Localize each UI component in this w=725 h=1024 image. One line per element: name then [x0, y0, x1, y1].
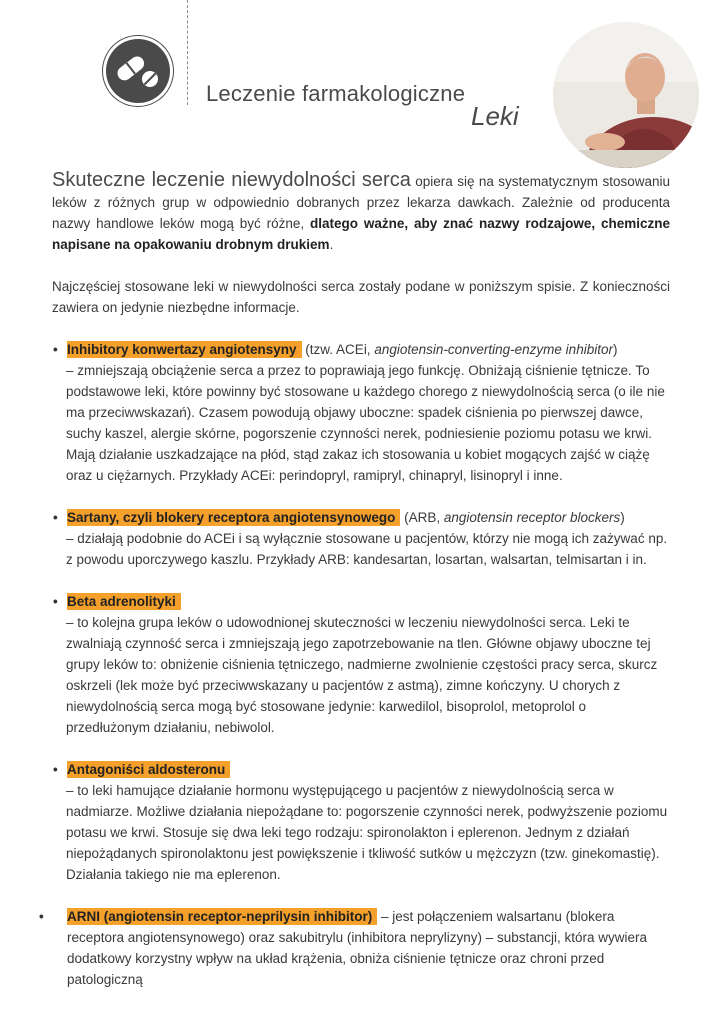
patient-photo	[553, 22, 699, 168]
drug-item-arb: • Sartany, czyli blokery receptora angiotensynowego (ARB, angiotensin receptor blockers) – działają podobnie do ACEi i są wyłącznie stosowane u pacjentów, którzy nie mogą ich zażywać np. z powodu uporczywego kaszlu. Przykłady ARB: kandesartan, losartan, walsartan, telmisartan i in.	[52, 507, 670, 570]
drug-heading: ARNI (angiotensin receptor-neprilysin inhibitor)	[67, 908, 377, 925]
intro-bold: dlatego ważne, aby znać nazwy rodzajowe, chemiczne napisane na opakowaniu drobnym drukiem	[52, 216, 670, 252]
drug-item-beta-blockers	[52, 591, 670, 738]
main-content	[39, 169, 670, 990]
drug-description: – zmniejszają obciążenie serca a przez to poprawiają jego funkcję. Obniżają ciśnienie tętnicze. To podstawowe leki, które powinny być stosowane u każdego chorego z niewydolnością serca (o ile nie ma przeciwwskazań). Czasem powodują objawy uboczne: spadek ciśnienia po pierwszej dawce, suchy kaszel, alergie skórne, pogorszenie czynności nerek, podniesienie poziomu potasu we krwi. Mają działanie uszkadzające na płód, stąd zakaz ich stosowania u kobiet mogących zajść w ciążę oraz u ciężarnych. Przykłady ACEi: perindopryl, ramipryl, chinapryl, lisinopryl i inne.	[66, 363, 665, 483]
intro-lead: Skuteczne leczenie niewydolności serca	[52, 169, 411, 191]
bullet-icon: •	[39, 909, 44, 924]
drug-heading: Sartany, czyli blokery receptora angiotensynowego	[67, 509, 400, 526]
pills-icon	[106, 39, 170, 103]
drug-description: – jest połączeniem walsartanu (blokera receptora angiotensynowego) oraz sakubitrylu (inhibitora neprylizyny) – substancji, która wywiera dodatkowy korzystny wpływ na układ krążenia, obniża ciśnienie tętnicze oraz chroni przed patologiczną	[67, 909, 648, 987]
bullet-icon: •	[53, 342, 58, 357]
intro-text-1: opiera się na systematycznym stosowaniu leków z różnych grup w odpowiednio dobranych przez lekarza dawkach. Zależnie od producenta nazwy handlowe leków mogą być różne,	[52, 174, 670, 231]
header-divider	[187, 0, 188, 105]
page-title: Leczenie farmakologiczne	[206, 81, 466, 106]
drug-item-arni	[39, 906, 670, 990]
bullet-icon: •	[53, 762, 58, 777]
intro-paragraph-2: Najczęściej stosowane leki w niewydolności serca zostały podane w poniższym spisie. Z konieczności zawiera on jedynie niezbędne informacje.	[52, 279, 670, 315]
drug-description: – to kolejna grupa leków o udowodnionej skuteczności w leczeniu niewydolności serca. Leki te zwalniają czynność serca i zmniejszają jego zapotrzebowanie na tlen. Główne objawy uboczne tej grupy leków to: obniżenie ciśnienia tętniczego, nadmierne zwolnienie częstości pracy serca, skurcz oskrzeli (lek może być przeciwwskazany u pacjentów z astmą), zimne kończyny. U chorych z niewydolnością serca mogą być stosowane jedynie: karwedilol, bisoprolol, metoprolol o przedłużonym działaniu, nebiwolol.	[66, 615, 658, 735]
drug-description: – to leki hamujące działanie hormonu występującego u pacjentów z niewydolnością serca w nadmiarze. Możliwe działania niepożądane to: pogorszenie czynności nerek, podwyższenie poziomu potasu we krwi. Stosuje się dwa leki tego rodzaju: spironolakton i eplerenon. Jednym z działań niepożądanych spironolaktonu jest powiększenie i tkliwość sutków u mężczyzn (tzw. ginekomastię). Działania takiego nie ma eplerenon.	[66, 783, 668, 882]
page-subtitle: Leki	[471, 101, 519, 131]
drug-heading: Antagoniści aldosteronu	[67, 761, 230, 778]
intro-paragraph	[52, 170, 670, 255]
drug-item-aldosterone-antagonists	[52, 759, 670, 885]
drug-description: – działają podobnie do ACEi i są wyłącznie stosowane u pacjentów, którzy nie mogą ich zażywać np. z powodu uporczywego kaszlu. Przykłady ARB: kandesartan, losartan, walsartan, telmisartan i in.	[66, 531, 668, 567]
drug-heading: Beta adrenolityki	[67, 593, 181, 610]
drug-item-acei: • Inhibitory konwertazy angiotensyny (tzw. ACEi, angiotensin-converting-enzyme inhibitor) – zmniejszają obciążenie serca a przez to poprawiają jego funkcję. Obniżają ciśnienie tętnicze. To podstawowe leki, które powinny być stosowane u każdego chorego z niewydolnością serca (o ile nie ma przeciwwskazań). Czasem powodują objawy uboczne: spadek ciśnienia po pierwszej dawce, suchy kaszel, alergie skórne, pogorszenie czynności nerek, podniesienie poziomu potasu we krwi. Mają działanie uszkadzające na płód, stąd zakaz ich stosowania u kobiet mogących zajść w ciążę oraz u ciężarnych. Przykłady ACEi: perindopryl, ramipryl, chinapryl, lisinopryl i inne.	[52, 339, 670, 486]
bullet-icon: •	[53, 510, 58, 525]
drug-heading: Inhibitory konwertazy angiotensyny	[67, 341, 302, 358]
intro-text-2: .	[329, 237, 334, 252]
bullet-icon: •	[53, 594, 58, 609]
